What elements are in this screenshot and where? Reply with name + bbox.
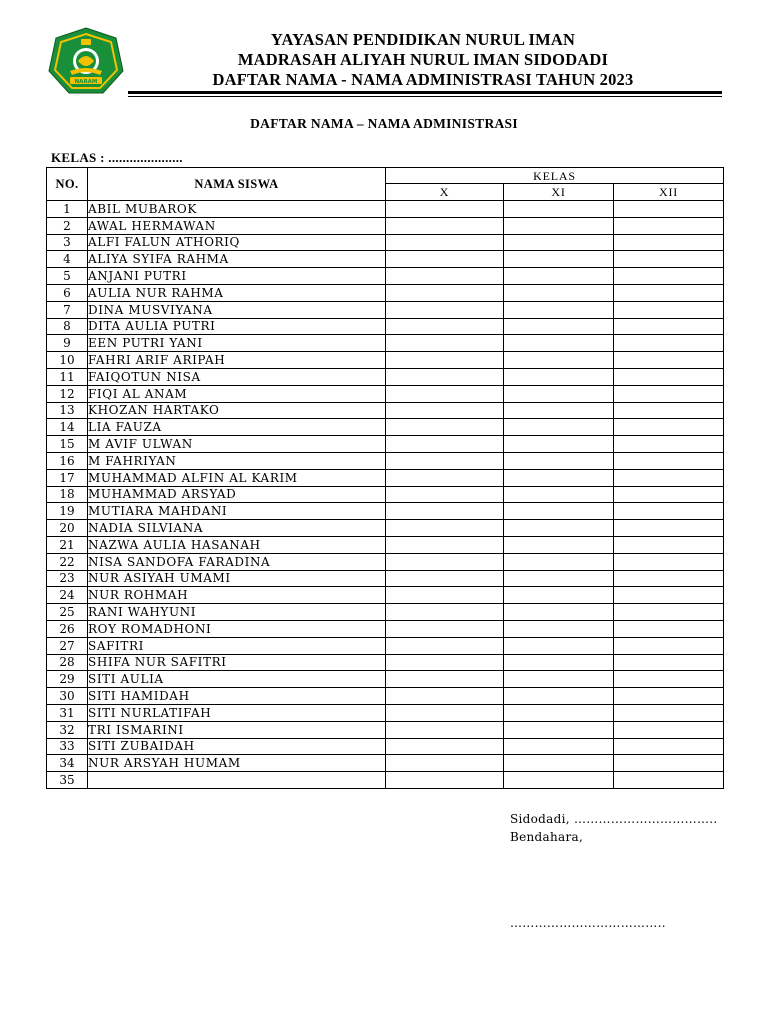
row-number: 28 (47, 654, 88, 671)
kelas-xii-cell (614, 368, 724, 385)
kelas-xi-cell (504, 503, 614, 520)
table-row (47, 402, 724, 419)
kelas-xii-cell (614, 520, 724, 537)
table-row (47, 436, 724, 453)
list-subtitle: DAFTAR NAMA – NAMA ADMINISTRASI (250, 116, 518, 131)
kelas-xi-cell (504, 368, 614, 385)
kelas-x-cell (386, 587, 504, 604)
kelas-xi-cell (504, 520, 614, 537)
table-row (47, 452, 724, 469)
row-number: 23 (47, 570, 88, 587)
kelas-xi-cell (504, 318, 614, 335)
kelas-x-cell (386, 452, 504, 469)
student-name: LIA FAUZA (88, 419, 386, 436)
student-name: M AVIF ULWAN (88, 436, 386, 453)
student-name: NAZWA AULIA HASANAH (88, 536, 386, 553)
row-number: 13 (47, 402, 88, 419)
kelas-xii-cell (614, 268, 724, 285)
kelas-xi-cell (504, 654, 614, 671)
table-row (47, 738, 724, 755)
kelas-xi-cell (504, 217, 614, 234)
row-number: 18 (47, 486, 88, 503)
kelas-xii-cell (614, 469, 724, 486)
student-name (88, 772, 386, 789)
table-row (47, 772, 724, 789)
table-row (47, 654, 724, 671)
student-name: EEN PUTRI YANI (88, 335, 386, 352)
kelas-x-cell (386, 520, 504, 537)
kelas-x-cell (386, 234, 504, 251)
row-number: 21 (47, 536, 88, 553)
row-number: 33 (47, 738, 88, 755)
row-number: 4 (47, 251, 88, 268)
table-row (47, 704, 724, 721)
school-name: MADRASAH ALIYAH NURUL IMAN SIDODADI (237, 50, 609, 69)
kelas-x-cell (386, 385, 504, 402)
kelas-xi-cell (504, 620, 614, 637)
kelas-xii-cell (614, 217, 724, 234)
kelas-x-cell (386, 704, 504, 721)
kelas-x-cell (386, 620, 504, 637)
table-row (47, 234, 724, 251)
kelas-xi-cell (504, 436, 614, 453)
kelas-x-cell (386, 419, 504, 436)
kelas-x-cell (386, 755, 504, 772)
kelas-xii-cell (614, 620, 724, 637)
row-number: 7 (47, 301, 88, 318)
row-number: 9 (47, 335, 88, 352)
kelas-xi-cell (504, 738, 614, 755)
kelas-xi-cell (504, 604, 614, 621)
row-number: 16 (47, 452, 88, 469)
student-table-body (47, 201, 724, 789)
column-header-x: X (386, 184, 504, 201)
kelas-xi-cell (504, 671, 614, 688)
kelas-x-cell (386, 402, 504, 419)
row-number: 35 (47, 772, 88, 789)
row-number: 2 (47, 217, 88, 234)
column-header-xii: XII (614, 184, 724, 201)
kelas-x-cell (386, 436, 504, 453)
table-row (47, 503, 724, 520)
kelas-x-cell (386, 570, 504, 587)
student-name: AULIA NUR RAHMA (88, 284, 386, 301)
kelas-x-cell (386, 604, 504, 621)
row-number: 24 (47, 587, 88, 604)
kelas-x-cell (386, 217, 504, 234)
kelas-xi-cell (504, 452, 614, 469)
student-name: MUHAMMAD ALFIN AL KARIM (88, 469, 386, 486)
kelas-xi-cell (504, 469, 614, 486)
student-name: FAIQOTUN NISA (88, 368, 386, 385)
kelas-xi-cell (504, 486, 614, 503)
kelas-xi-cell (504, 201, 614, 218)
column-header-kelas: KELAS (386, 168, 724, 184)
letterhead (128, 30, 718, 90)
kelas-x-cell (386, 772, 504, 789)
kelas-x-cell (386, 738, 504, 755)
kelas-x-cell (386, 553, 504, 570)
kelas-x-cell (386, 251, 504, 268)
kelas-xii-cell (614, 301, 724, 318)
kelas-xii-cell (614, 553, 724, 570)
student-name: NISA SANDOFA FARADINA (88, 553, 386, 570)
kelas-xi-cell (504, 402, 614, 419)
student-name: SITI NURLATIFAH (88, 704, 386, 721)
student-name: NUR ARSYAH HUMAM (88, 755, 386, 772)
student-name: MUHAMMAD ARSYAD (88, 486, 386, 503)
kelas-x-cell (386, 284, 504, 301)
kelas-xi-cell (504, 352, 614, 369)
row-number: 32 (47, 721, 88, 738)
row-number: 30 (47, 688, 88, 705)
kelas-x-cell (386, 721, 504, 738)
kelas-x-cell (386, 688, 504, 705)
table-row (47, 637, 724, 654)
table-row (47, 688, 724, 705)
student-name: SITI ZUBAIDAH (88, 738, 386, 755)
student-name: RANI WAHYUNI (88, 604, 386, 621)
table-row (47, 486, 724, 503)
student-name: NUR ASIYAH UMAMI (88, 570, 386, 587)
madrasah-emblem-icon (48, 27, 124, 95)
kelas-xii-cell (614, 671, 724, 688)
table-row (47, 318, 724, 335)
column-header-xi: XI (504, 184, 614, 201)
kelas-xii-cell (614, 654, 724, 671)
kelas-x-cell (386, 268, 504, 285)
kelas-xii-cell (614, 318, 724, 335)
kelas-xii-cell (614, 486, 724, 503)
table-row (47, 368, 724, 385)
table-row (47, 604, 724, 621)
kelas-x-cell (386, 536, 504, 553)
student-name: ABIL MUBAROK (88, 201, 386, 218)
logo-text: NARAM (74, 79, 98, 85)
kelas-xi-cell (504, 419, 614, 436)
student-table (46, 167, 724, 789)
column-header-name: NAMA SISWA (88, 168, 386, 201)
row-number: 20 (47, 520, 88, 537)
signature-name-line: ……………………………….. (510, 916, 666, 930)
student-name: ROY ROMADHONI (88, 620, 386, 637)
table-row (47, 385, 724, 402)
kelas-xii-cell (614, 637, 724, 654)
kelas-xii-cell (614, 284, 724, 301)
row-number: 15 (47, 436, 88, 453)
kelas-xi-cell (504, 755, 614, 772)
foundation-name: YAYASAN PENDIDIKAN NURUL IMAN (270, 30, 576, 49)
student-name: SITI HAMIDAH (88, 688, 386, 705)
kelas-xi-cell (504, 301, 614, 318)
kelas-x-cell (386, 301, 504, 318)
header-rule-thick (128, 91, 722, 94)
row-number: 12 (47, 385, 88, 402)
kelas-xii-cell (614, 335, 724, 352)
student-name: M FAHRIYAN (88, 452, 386, 469)
row-number: 25 (47, 604, 88, 621)
row-number: 34 (47, 755, 88, 772)
table-row (47, 587, 724, 604)
row-number: 22 (47, 553, 88, 570)
class-field-label: KELAS : ..................... (51, 150, 183, 165)
row-number: 14 (47, 419, 88, 436)
table-row (47, 620, 724, 637)
student-name: NADIA SILVIANA (88, 520, 386, 537)
table-row (47, 201, 724, 218)
kelas-xi-cell (504, 688, 614, 705)
column-header-no: NO. (47, 168, 88, 201)
table-row (47, 217, 724, 234)
kelas-xi-cell (504, 268, 614, 285)
student-name: SHIFA NUR SAFITRI (88, 654, 386, 671)
signature-place-date: Sidodadi, …………………………….. (510, 812, 718, 826)
kelas-xii-cell (614, 604, 724, 621)
kelas-xi-cell (504, 721, 614, 738)
kelas-xii-cell (614, 704, 724, 721)
row-number: 1 (47, 201, 88, 218)
kelas-xi-cell (504, 704, 614, 721)
kelas-x-cell (386, 318, 504, 335)
student-name: ALFI FALUN ATHORIQ (88, 234, 386, 251)
kelas-xii-cell (614, 536, 724, 553)
row-number: 5 (47, 268, 88, 285)
row-number: 26 (47, 620, 88, 637)
table-row (47, 671, 724, 688)
kelas-xii-cell (614, 452, 724, 469)
kelas-xi-cell (504, 772, 614, 789)
table-row (47, 268, 724, 285)
kelas-xi-cell (504, 637, 614, 654)
student-name: TRI ISMARINI (88, 721, 386, 738)
kelas-xii-cell (614, 503, 724, 520)
table-row (47, 301, 724, 318)
kelas-xii-cell (614, 402, 724, 419)
table-row (47, 419, 724, 436)
kelas-xi-cell (504, 284, 614, 301)
student-name: FAHRI ARIF ARIPAH (88, 352, 386, 369)
student-name: ALIYA SYIFA RAHMA (88, 251, 386, 268)
kelas-x-cell (386, 469, 504, 486)
kelas-xii-cell (614, 570, 724, 587)
kelas-xii-cell (614, 738, 724, 755)
row-number: 17 (47, 469, 88, 486)
row-number: 29 (47, 671, 88, 688)
kelas-x-cell (386, 368, 504, 385)
row-number: 27 (47, 637, 88, 654)
table-row (47, 755, 724, 772)
student-name: DINA MUSVIYANA (88, 301, 386, 318)
row-number: 11 (47, 368, 88, 385)
kelas-x-cell (386, 201, 504, 218)
header-rule-thin (128, 96, 722, 97)
document-title: DAFTAR NAMA - NAMA ADMINISTRASI TAHUN 2023 (212, 70, 634, 89)
kelas-xii-cell (614, 419, 724, 436)
signature-role: Bendahara, (510, 830, 584, 844)
table-row (47, 251, 724, 268)
kelas-xi-cell (504, 335, 614, 352)
table-row (47, 536, 724, 553)
student-name: ANJANI PUTRI (88, 268, 386, 285)
student-name: FIQI AL ANAM (88, 385, 386, 402)
kelas-xii-cell (614, 721, 724, 738)
kelas-xi-cell (504, 536, 614, 553)
kelas-x-cell (386, 352, 504, 369)
table-row (47, 570, 724, 587)
kelas-xii-cell (614, 587, 724, 604)
student-name: DITA AULIA PUTRI (88, 318, 386, 335)
student-name: NUR ROHMAH (88, 587, 386, 604)
kelas-x-cell (386, 486, 504, 503)
row-number: 10 (47, 352, 88, 369)
kelas-xi-cell (504, 587, 614, 604)
table-row (47, 553, 724, 570)
student-name: SITI AULIA (88, 671, 386, 688)
kelas-xi-cell (504, 385, 614, 402)
kelas-xii-cell (614, 201, 724, 218)
kelas-x-cell (386, 503, 504, 520)
kelas-xi-cell (504, 234, 614, 251)
table-row (47, 352, 724, 369)
kelas-x-cell (386, 654, 504, 671)
kelas-xi-cell (504, 251, 614, 268)
kelas-xi-cell (504, 570, 614, 587)
student-name: SAFITRI (88, 637, 386, 654)
row-number: 8 (47, 318, 88, 335)
student-name: AWAL HERMAWAN (88, 217, 386, 234)
kelas-xi-cell (504, 553, 614, 570)
kelas-xii-cell (614, 234, 724, 251)
kelas-xii-cell (614, 755, 724, 772)
table-row (47, 520, 724, 537)
row-number: 6 (47, 284, 88, 301)
row-number: 19 (47, 503, 88, 520)
kelas-x-cell (386, 637, 504, 654)
student-name: MUTIARA MAHDANI (88, 503, 386, 520)
kelas-xii-cell (614, 251, 724, 268)
table-row (47, 721, 724, 738)
kelas-xii-cell (614, 352, 724, 369)
kelas-xii-cell (614, 772, 724, 789)
table-row (47, 284, 724, 301)
student-name: KHOZAN HARTAKO (88, 402, 386, 419)
row-number: 3 (47, 234, 88, 251)
kelas-x-cell (386, 335, 504, 352)
table-row (47, 335, 724, 352)
kelas-xii-cell (614, 688, 724, 705)
kelas-xii-cell (614, 385, 724, 402)
kelas-x-cell (386, 671, 504, 688)
kelas-xii-cell (614, 436, 724, 453)
row-number: 31 (47, 704, 88, 721)
table-row (47, 469, 724, 486)
